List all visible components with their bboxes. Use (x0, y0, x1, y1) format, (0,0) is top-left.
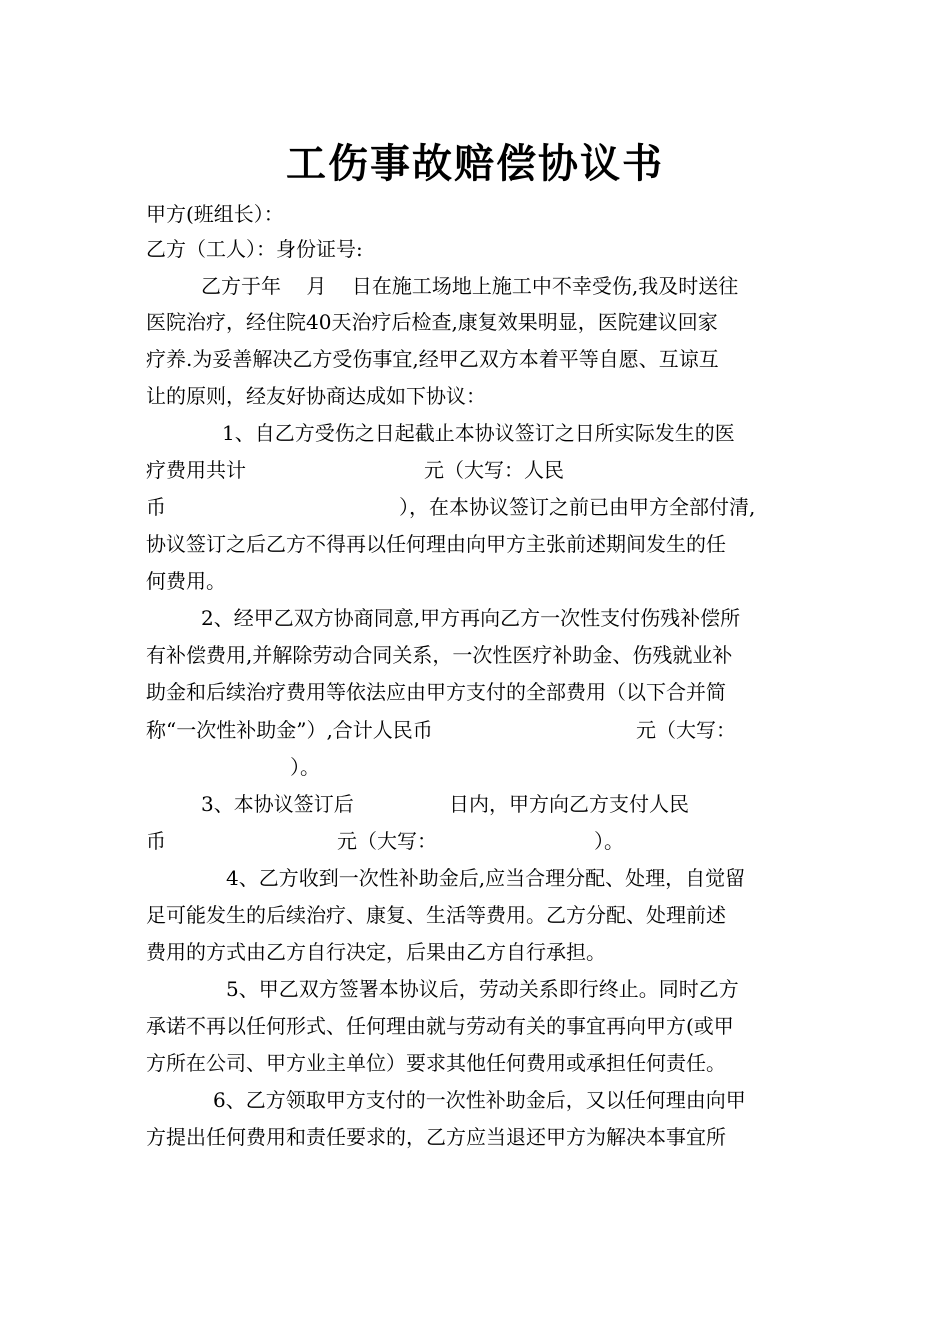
clause-5-line: 5、甲乙双方签署本协议后，劳动关系即行终止。同时乙方 (226, 977, 739, 1001)
clause-1-line: 1、自乙方受伤之日起截止本协议签订之日所实际发生的医 (222, 421, 735, 445)
clause-2-line: 元（大写： (636, 718, 736, 742)
clause-4-line: 足可能发生的后续治疗、康复、生活等费用。乙方分配、处理前述 (146, 903, 726, 927)
clause-2-line: 助金和后续治疗费用等依法应由甲方支付的全部费用（以下合并简 (146, 680, 726, 704)
clause-1-line: ），在本协议签订之前已由甲方全部付清, (399, 495, 756, 519)
document-title: 工伤事故赔偿协议书 (286, 141, 664, 187)
clause-1-line: 元（大写：人民 (424, 458, 564, 482)
party-a-line: 甲方(班组长）： (146, 202, 284, 226)
clause-2-line: 有补偿费用,并解除劳动合同关系，一次性医疗补助金、伤残就业补 (146, 643, 733, 667)
clause-5-line: 方所在公司、甲方业主单位）要求其他任何费用或承担任何责任。 (146, 1051, 726, 1075)
intro-line: 让的原则，经友好协商达成如下协议： (146, 384, 486, 408)
clause-4-line: 费用的方式由乙方自行决定，后果由乙方自行承担。 (146, 940, 606, 964)
clause-2-line: ）。 (290, 755, 320, 779)
intro-line: 乙方于年 月 日在施工场地上施工中不幸受伤,我及时送往 (201, 274, 739, 298)
clause-1-line: 疗费用共计 (146, 458, 246, 482)
party-b-line: 乙方（工人）：身份证号: (146, 237, 363, 261)
clause-3-line: 元（大写： (337, 829, 437, 853)
clause-4-line: 4、乙方收到一次性补助金后,应当合理分配、处理，自觉留 (226, 866, 746, 890)
clause-5-line: 承诺不再以任何形式、任何理由就与劳动有关的事宜再向甲方(或甲 (146, 1014, 734, 1038)
clause-3-line: 日内，甲方向乙方支付人民 (449, 792, 689, 816)
intro-line: 疗养.为妥善解决乙方受伤事宜,经甲乙双方本着平等自愿、互谅互 (146, 347, 719, 371)
intro-line: 医院治疗，经住院40天治疗后检查,康复效果明显，医院建议回家 (146, 310, 718, 334)
clause-1-line: 何费用。 (146, 569, 226, 593)
clause-1-line: 币 (146, 495, 166, 519)
clause-3-line: ）。 (594, 829, 624, 853)
clause-6-line: 方提出任何费用和责任要求的，乙方应当退还甲方为解决本事宜所 (146, 1125, 726, 1149)
clause-2-line: 称“一次性补助金”）,合计人民币 (146, 718, 433, 742)
clause-3-line: 3、本协议签订后 (201, 792, 354, 816)
clause-1-line: 协议签订之后乙方不得再以任何理由向甲方主张前述期间发生的任 (146, 532, 726, 556)
clause-6-line: 6、乙方领取甲方支付的一次性补助金后，又以任何理由向甲 (213, 1088, 746, 1112)
clause-2-line: 2、经甲乙双方协商同意,甲方再向乙方一次性支付伤残补偿所 (201, 606, 741, 630)
clause-3-line: 币 (146, 829, 166, 853)
